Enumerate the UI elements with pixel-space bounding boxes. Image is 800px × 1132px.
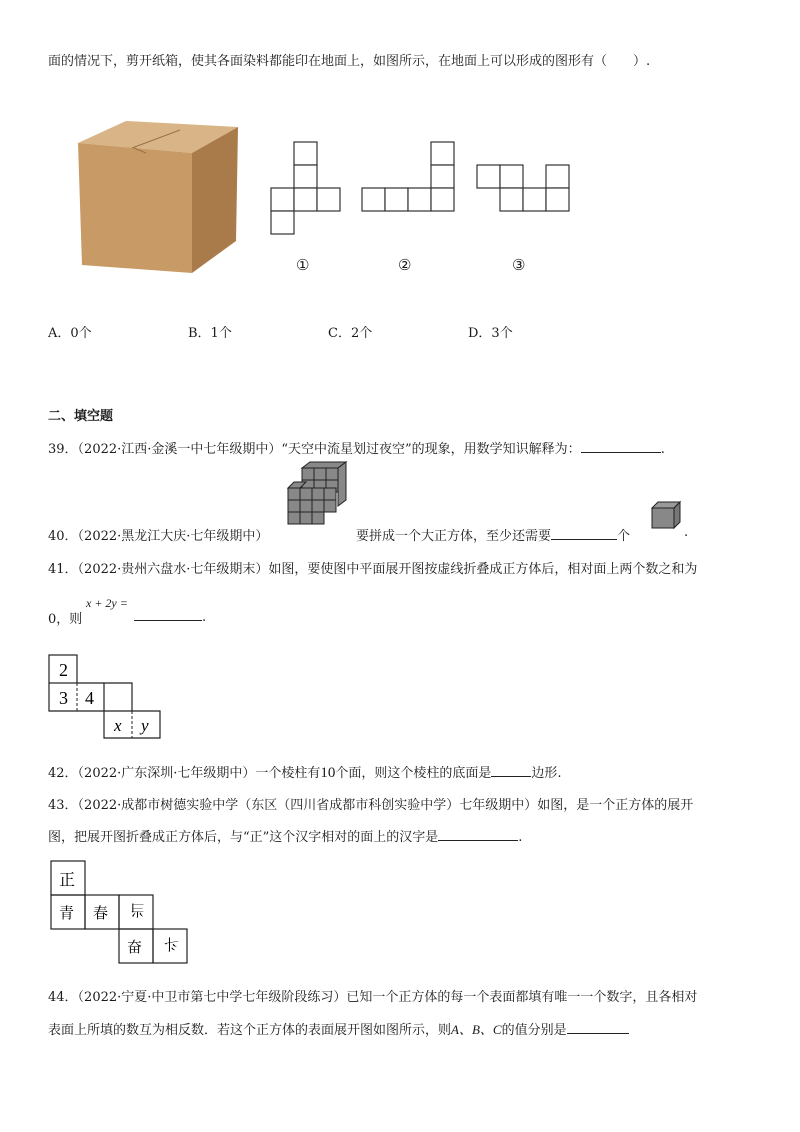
net-2 [362,142,454,211]
q42-number: 10 [320,765,336,781]
q43-net-cell-6: 斗 [163,935,179,951]
q44-line2 [48,1019,629,1038]
q41-net-cell-4: x [114,716,122,735]
q40-unit: 个 [617,529,631,544]
q41-end: . [202,610,207,625]
option-c[interactable]: C．2个 [328,326,373,341]
q42-suffix: 边形. [531,766,562,781]
q42-middle: 个面，则这个棱柱的底面是 [335,766,492,781]
option-b[interactable]: B．1个 [188,326,232,341]
q43-line2-text: 图，把展开图折叠成正方体后，与“正”这个汉字相对的面上的汉字是 [48,830,439,845]
q41-line1: 41．（2022·贵州六盘水·七年级期末）如图，要使图中平面展开图按虚线折叠成正方体后，相对面上两个数之和为 [48,562,698,577]
q38-stem: 面的情况下，剪开纸箱，使其各面染料都能印在地面上，如图所示，在地面上可以形成的图形有（ ）. [48,54,651,69]
q40-answer-blank[interactable] [551,527,617,540]
q41-net-cell-1: 2 [59,660,68,680]
q41-net-cell-5: y [141,716,149,735]
q39-text: 39．（2022·江西·金溪一中七年级期中）“天空中流星划过夜空”的现象，用数学知识解释为： [48,442,581,457]
q39-answer-blank[interactable] [581,440,661,453]
q43-end: . [518,830,523,845]
option-a[interactable]: A．0个 [48,326,92,341]
q43-line1: 43．（2022·成都市树德实验中学（东区（四川省成都市科创实验中学）七年级期中）如图，是一个正方体的展开 [48,798,694,813]
q43-net-cell-5: 奋 [127,940,143,956]
cardboard-box-image [72,117,240,275]
q41-net-cell-3: 4 [85,688,94,708]
q41-answer-blank[interactable] [134,608,202,621]
box-front-face [78,143,192,273]
q43-answer-blank[interactable] [438,828,518,841]
q44-line1: 44．（2022·宁夏·中卫市第七中学七年级阶段练习）已知一个正方体的每一个表面都填有唯一一个数字，且各相对 [48,990,698,1005]
net-label-2: ② [398,256,412,274]
q43-net-cell-2: 青 [59,906,75,922]
q38-cube-nets [268,140,578,240]
section-title: 二、填空题 [48,409,114,424]
q41-net-cell-2: 3 [59,688,68,708]
q41-answer [134,608,206,625]
q44-answer-blank[interactable] [567,1021,629,1034]
q40-cube-stack [282,460,358,530]
q39 [48,438,665,457]
net-label-1: ① [296,256,310,274]
q42-answer-blank[interactable] [491,764,531,777]
q43-cube-net [50,860,192,966]
q42 [48,762,562,782]
q44-letters: A、B、C [451,1022,502,1037]
net-1 [271,142,340,234]
q43-net-cell-4: 当 [129,901,145,917]
small-cube-icon [650,500,682,530]
q39-end: . [660,442,665,457]
q41-expression: x + 2y = [86,596,128,610]
q40-end: . [684,525,689,540]
q44-line2-prefix: 表面上所填的数互为相反数．若这个正方体的表面展开图如图所示，则 [48,1023,452,1038]
q40-prefix: 40．（2022·黑龙江大庆·七年级期中） [48,529,269,544]
q40-middle: 要拼成一个大正方体，至少还需要 [356,529,552,544]
option-d[interactable]: D．3个 [468,326,513,341]
q43-net-cell-3: 春 [93,906,109,922]
net-label-3: ③ [512,256,526,274]
q43-line2 [48,826,522,845]
q43-net-cell-1: 正 [59,872,76,889]
q41-line2-prefix: 0，则 [48,612,83,627]
q41-cube-net [48,654,164,740]
q42-prefix: 42．（2022·广东深圳·七年级期中）一个棱柱有 [48,766,321,781]
q44-line2-suffix: 的值分别是 [501,1023,567,1038]
q40-rest [356,525,630,544]
net-3 [477,165,569,211]
